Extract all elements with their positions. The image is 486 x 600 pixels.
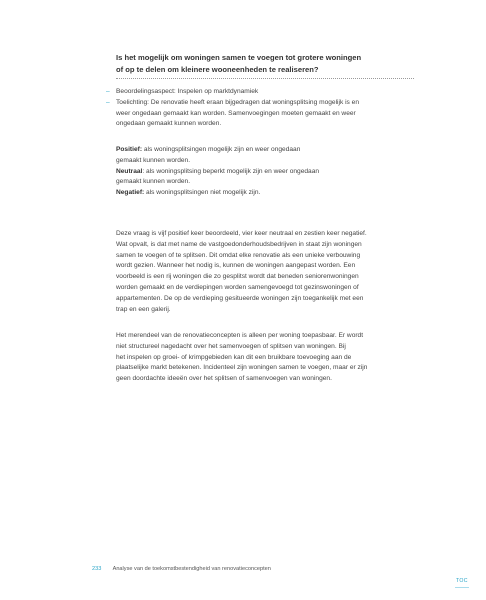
question-heading (116, 52, 416, 75)
paragraph-line: trap en een galerij. (116, 305, 171, 313)
paragraph-line: worden gemaakt en de verdiepingen worden samengevoegd tot gezinswoningen of (116, 283, 359, 291)
paragraph-line: plaatselijke markt betekenen. Incidenteel zijn woningen samen te voegen, maar er zijn (116, 364, 368, 372)
rating-text: : als woningsplitsing beperkt mogelijk zijn en weer ongedaan (142, 167, 320, 175)
dash-marker: – (106, 98, 110, 106)
bullet-line: ongedaan gemaakt kunnen worden. (116, 120, 222, 128)
rating-label: Negatief: (116, 189, 145, 197)
rating-label: Neutraal (116, 167, 143, 175)
toc-underline (455, 587, 469, 588)
question-line: Is het mogelijk om woningen samen te voegen tot grotere woningen (116, 53, 362, 62)
bullet-line: Toelichting: De renovatie heeft eraan bijgedragen dat woningsplitsing mogelijk is en (116, 98, 360, 106)
paragraph-line: Wat opvalt, is dat met name de vastgoedonderhoudsbedrijven in staat zijn woningen (116, 240, 362, 248)
question-line: of op te delen om kleinere wooneenheden te realiseren? (116, 64, 319, 74)
paragraph-line: voorbeeld is een rij woningen die zo gesplitst wordt dat beneden seniorenwoningen (116, 273, 359, 281)
bullet-line: Beoordelingsaspect: Inspelen op marktdynamiek (116, 88, 259, 95)
bullet-list (106, 87, 418, 130)
paragraph-line: geen doordachte ideeën over het splitsen of samenvoegen van woningen. (116, 375, 332, 383)
paragraph-line: samen te voegen of te splitsen. Dit omdat elke renovatie als een unieke verbouwing (116, 251, 361, 259)
bullet-item (106, 98, 418, 130)
rating-negatief (116, 188, 416, 199)
page-footer (92, 566, 271, 572)
rating-text: gemaakt kunnen worden. (116, 156, 191, 164)
rating-text: als woningsplitsingen niet mogelijk zijn. (144, 189, 261, 197)
dash-marker: – (106, 88, 110, 95)
rating-positief (116, 145, 416, 156)
dotted-divider (116, 78, 414, 79)
paragraph-line: het inspelen op groei- of krimpgebieden kan dit een bruikbare toevoeging aan de (116, 353, 352, 361)
rating-label: Positief: (116, 146, 143, 153)
body-paragraph-1 (116, 229, 416, 315)
rating-neutraal (116, 167, 416, 178)
bullet-item (106, 87, 418, 98)
page-number: 233 (92, 566, 102, 572)
paragraph-line: Deze vraag is vijf positief keer beoordeeld, vier keer neutraal en zestien keer negatief. (116, 230, 367, 237)
paragraph-line: Het merendeel van de renovatieconcepten is alleen per woning toepasbaar. Er wordt (116, 332, 364, 339)
rating-text: als woningsplitsingen mogelijk zijn en weer ongedaan (142, 146, 301, 153)
rating-criteria (116, 145, 416, 199)
toc-link[interactable]: TOC (456, 578, 468, 584)
rating-text: gemaakt kunnen worden. (116, 178, 191, 186)
body-paragraph-2 (116, 331, 416, 385)
bullet-line: weer ongedaan gemaakt kan worden. Samenvoegingen moeten gemaakt en weer (116, 109, 356, 117)
footer-title: Analyse van de toekomstbestendigheid van renovatieconcepten (112, 566, 271, 572)
paragraph-line: appartementen. De op de verdieping gesitueerde woningen zijn toegankelijk met een (116, 294, 364, 302)
paragraph-line: niet structureel nagedacht over het samenvoegen of splitsen van woningen. Bij (116, 342, 346, 350)
paragraph-line: wordt gezien. Wanneer het nodig is, kunnen de woningen aangepast worden. Een (116, 262, 356, 270)
